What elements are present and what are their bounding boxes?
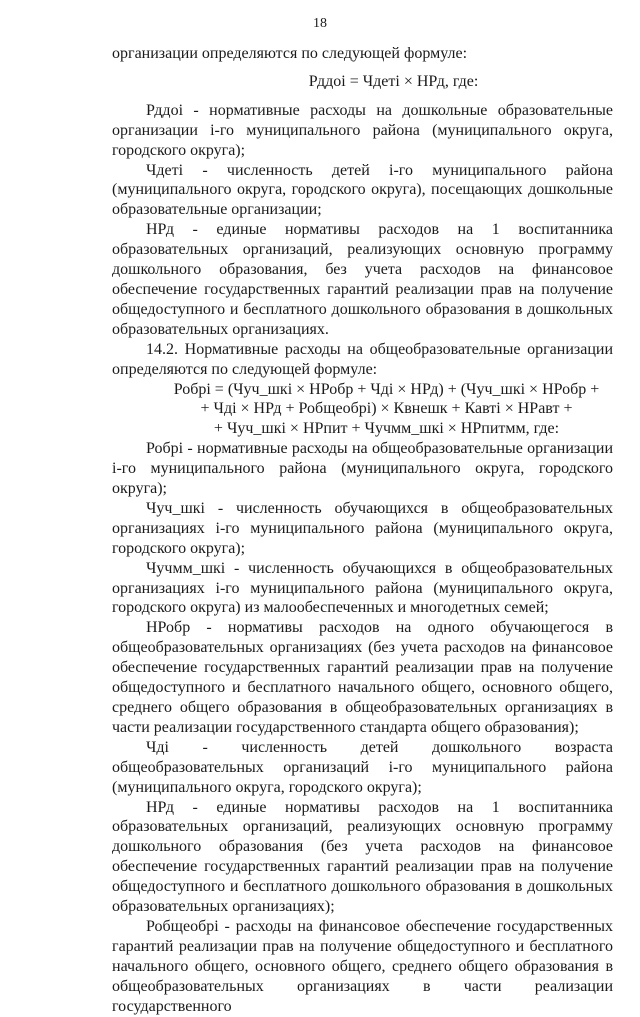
definition-nrd-2: НРд - единые нормативы расходов на 1 воспитанника образовательных организаций, реализующих основную программу дошкольного образования (без учета расходов на финансовое обеспечение государственных гарантий реализации прав на получение общедоступного и бесплатного дошкольного образования в дошкольных образовательных организациях); bbox=[112, 798, 613, 916]
definition-chdeti: Чдеті - численность детей i-го муниципального района (муниципального округа, городского округа), посещающих дошкольные образовательные организации; bbox=[112, 161, 613, 219]
definition-nrobr: НРобр - нормативы расходов на одного обучающегося в общеобразовательных организациях (без учета расходов на финансовое обеспечение государственных гарантий реализации прав на получение общедоступного и бесплатного начального общего, основного общего, среднего общего образования в общеобразовательных организациях в части реализации государственного стандарта общего образования); bbox=[112, 619, 613, 736]
formula-rddo: Рддоі = Чдеті × НРд, где: bbox=[308, 72, 479, 90]
document-body bbox=[112, 44, 613, 1017]
definition-robr: Робрі - нормативные расходы на общеобразовательные организации i-го муниципального района (муниципального округа, городского округа); bbox=[112, 440, 613, 498]
definition-chuchmm-shk: Чучмм_шкі - численность обучающихся в общеобразовательных организациях i-го муниципального района (муниципального округа, городского округа) из малообеспеченных и многодетных семей; bbox=[112, 559, 613, 617]
formula-robr-line-1: Робрі = (Чуч_шкі × НРобр + Чді × НРд) + (Чуч_шкі × НРобр + bbox=[173, 380, 600, 398]
paragraph-intro: организации определяются по следующей формуле: bbox=[112, 45, 468, 62]
formula-robr-line-2: + Чді × НРд + Робщеобрі) × Квнешк + Кавті × НРавт + bbox=[200, 400, 573, 418]
page-number: 18 bbox=[313, 16, 327, 31]
definition-nrd: НРд - единые нормативы расходов на 1 воспитанника образовательных организаций, реализующих основную программу дошкольного образования, без учета расходов на финансовое обеспечение государственных гарантий реализации прав на получение общедоступного и бесплатного дошкольного образования в дошкольных образовательных организациях. bbox=[112, 221, 613, 338]
section-14-2: 14.2. Нормативные расходы на общеобразовательные организации определяются по следующей формуле: bbox=[112, 340, 613, 378]
formula-robr-line-3: + Чуч_шкі × НРпит + Чучмм_шкі × НРпитмм, где: bbox=[213, 420, 560, 438]
definition-chd: Чді - численность детей дошкольного возраста общеобразовательных организаций i-го муниципального района (муниципального округа, городского округа); bbox=[112, 738, 613, 796]
definition-rddo: Рддоі - нормативные расходы на дошкольные образовательные организации i-го муниципального района (муниципального округа, городского округа); bbox=[112, 101, 613, 159]
definition-chuch-shk: Чуч_шкі - численность обучающихся в общеобразовательных организациях i-го муниципального района (муниципального округа, городского округа); bbox=[112, 499, 613, 557]
definition-robshcheobr: Робщеобрі - расходы на финансовое обеспечение государственных гарантий реализации прав на получение общедоступного и бесплатного начального общего, основного общего, среднего общего образования в общеобразовательных организациях в части реализации государственного bbox=[112, 917, 613, 1015]
